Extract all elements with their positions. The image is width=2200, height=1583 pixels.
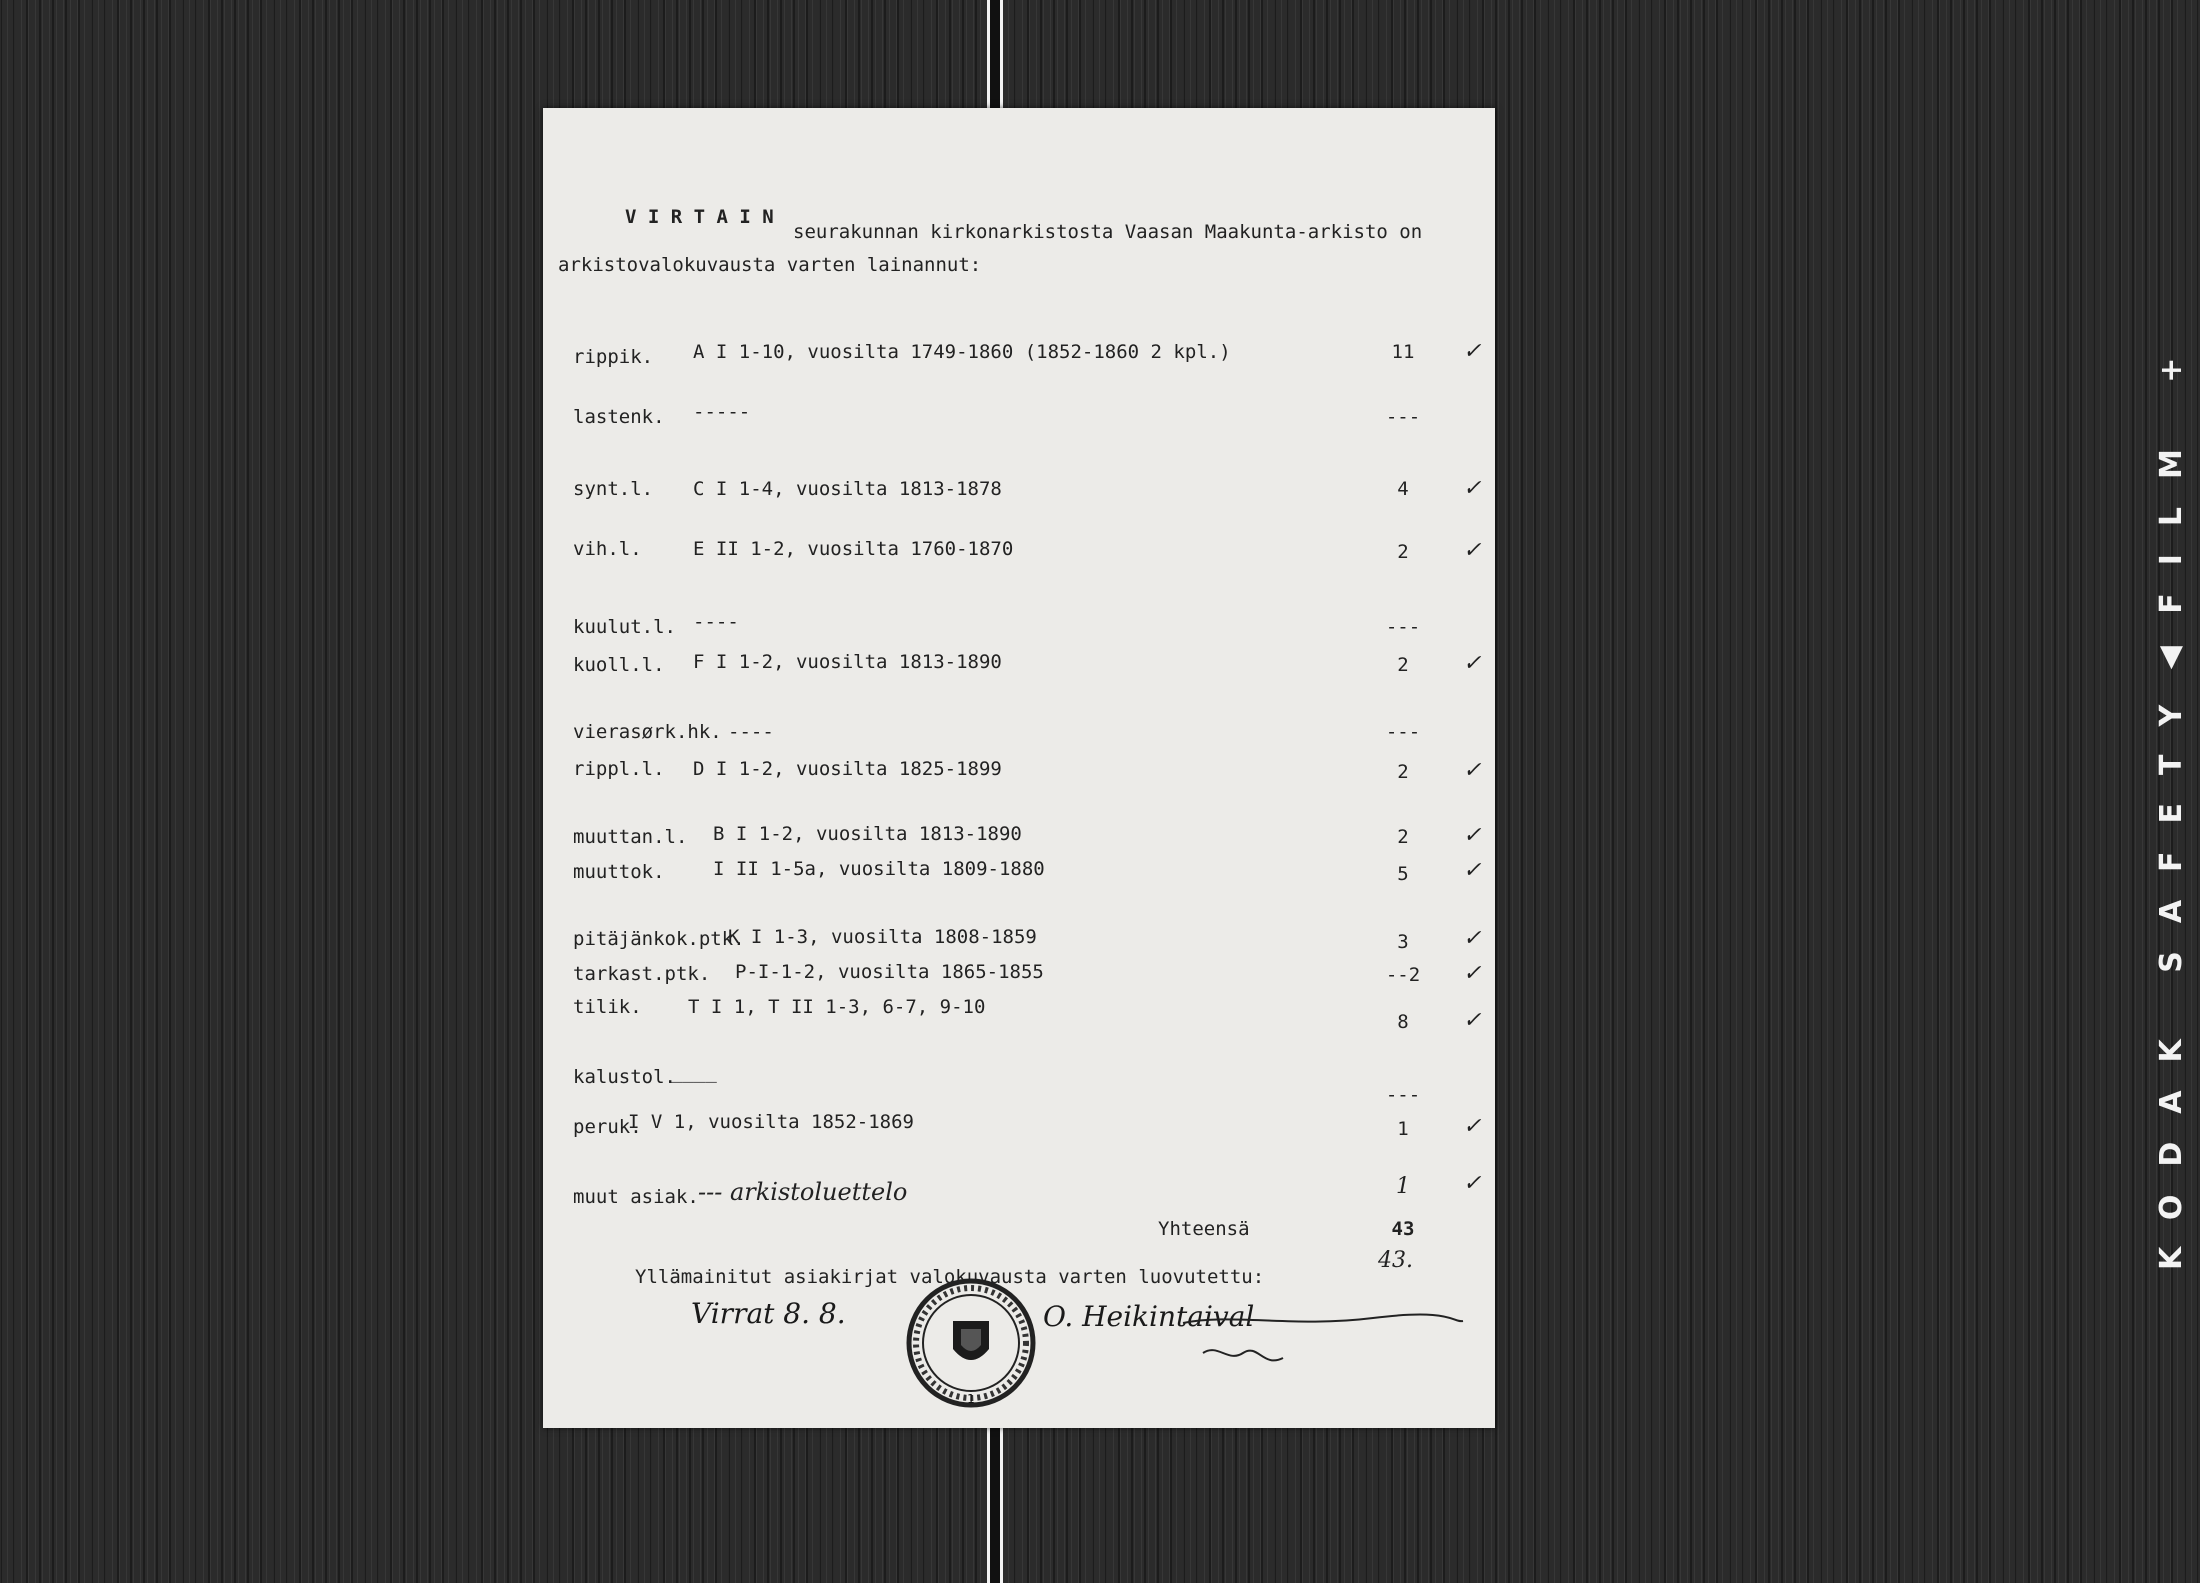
record-count: ---	[1385, 721, 1421, 743]
record-label: rippl.l.	[573, 758, 665, 780]
signature-name: O. Heikintaival	[1043, 1300, 1255, 1333]
record-count: ---	[1385, 406, 1421, 428]
record-check: ✓	[1463, 651, 1482, 676]
total-label: Yhteensä	[1158, 1218, 1250, 1240]
record-count: 2	[1397, 654, 1409, 676]
record-count: 2	[1397, 761, 1409, 783]
record-count: 4	[1397, 478, 1409, 500]
footer-statement: Yllämainitut asiakirjat valokuvausta varten luovutettu:	[635, 1266, 1265, 1288]
record-count: 5	[1397, 863, 1409, 885]
signature-scribble	[1173, 1283, 1473, 1403]
record-count: 8	[1397, 1011, 1409, 1033]
record-label: rippik.	[573, 346, 654, 368]
record-count: ---	[1385, 1084, 1421, 1106]
record-reference: T I 1, T II 1-3, 6-7, 9-10	[688, 996, 986, 1018]
record-check: ✓	[1463, 758, 1482, 783]
record-check: ✓	[1463, 858, 1482, 883]
record-label: tilik.	[573, 996, 642, 1018]
record-reference: --- arkistoluettelo	[698, 1178, 908, 1206]
record-label: pitäjänkok.ptk.	[573, 928, 745, 950]
record-reference: B I 1-2, vuosilta 1813-1890	[713, 823, 1022, 845]
record-label: kalustol.	[573, 1066, 676, 1088]
record-check: ✓	[1463, 1171, 1482, 1196]
record-label: synt.l.	[573, 478, 654, 500]
record-check: ✓	[1463, 1008, 1482, 1033]
record-reference: I V 1, vuosilta 1852-1869	[628, 1111, 914, 1133]
record-reference: ____	[671, 1061, 717, 1083]
record-reference: E II 1-2, vuosilta 1760-1870	[693, 538, 1014, 560]
signature-place-date: Virrat 8. 8.	[691, 1297, 846, 1330]
record-reference: F I 1-2, vuosilta 1813-1890	[693, 651, 1002, 673]
record-label: tarkast.ptk.	[573, 963, 711, 985]
record-label: lastenk.	[573, 406, 665, 428]
film-frame-line-bottom	[987, 1428, 1003, 1583]
record-count: 2	[1397, 826, 1409, 848]
record-count: 11	[1391, 341, 1415, 363]
record-label: muuttok.	[573, 861, 665, 883]
record-label: muut asiak.	[573, 1186, 699, 1208]
record-reference: A I 1-10, vuosilta 1749-1860 (1852-1860 2 kpl.)	[693, 341, 1231, 363]
archive-document	[543, 108, 1495, 1428]
film-frame-line-top	[987, 0, 1003, 110]
film-edge-print: KODAK SAFETY▲FILM +	[2154, 329, 2189, 1271]
record-check: ✓	[1463, 823, 1482, 848]
record-check: ✓	[1463, 339, 1482, 364]
total-handwritten: 43.	[1378, 1248, 1413, 1273]
official-seal-stamp	[901, 1273, 1041, 1413]
record-count: 1	[1396, 1174, 1410, 1199]
record-label: vih.l.	[573, 538, 642, 560]
record-check: ✓	[1463, 1114, 1482, 1139]
record-reference: P-I-1-2, vuosilta 1865-1855	[735, 961, 1044, 983]
record-count: 2	[1397, 541, 1409, 563]
parish-name: V I R T A I N	[625, 206, 774, 228]
record-check: ✓	[1463, 538, 1482, 563]
record-reference: I II 1-5a, vuosilta 1809-1880	[713, 858, 1045, 880]
record-label: peruk.	[573, 1116, 642, 1138]
record-reference: ----	[728, 721, 774, 743]
record-check: ✓	[1463, 961, 1482, 986]
record-count: --2	[1385, 964, 1421, 986]
record-check: ✓	[1463, 476, 1482, 501]
record-reference: K I 1-3, vuosilta 1808-1859	[728, 926, 1037, 948]
record-reference: C I 1-4, vuosilta 1813-1878	[693, 478, 1002, 500]
stamp-page-number: 1	[967, 1392, 975, 1406]
header-line-2: arkistovalokuvausta varten lainannut:	[558, 254, 982, 276]
record-label: kuoll.l.	[573, 654, 665, 676]
record-reference: ----	[693, 611, 739, 633]
record-label: muuttan.l.	[573, 826, 688, 848]
header-line-1: seurakunnan kirkonarkistosta Vaasan Maakunta-arkisto on	[793, 221, 1423, 243]
record-count: 1	[1397, 1118, 1409, 1140]
record-count: ---	[1385, 616, 1421, 638]
record-check: ✓	[1463, 926, 1482, 951]
record-reference: -----	[693, 401, 751, 423]
record-reference: D I 1-2, vuosilta 1825-1899	[693, 758, 1002, 780]
record-count: 3	[1397, 931, 1409, 953]
record-label: vierasørk.hk.	[573, 721, 722, 743]
record-label: kuulut.l.	[573, 616, 676, 638]
total-typed: 43	[1391, 1218, 1415, 1240]
